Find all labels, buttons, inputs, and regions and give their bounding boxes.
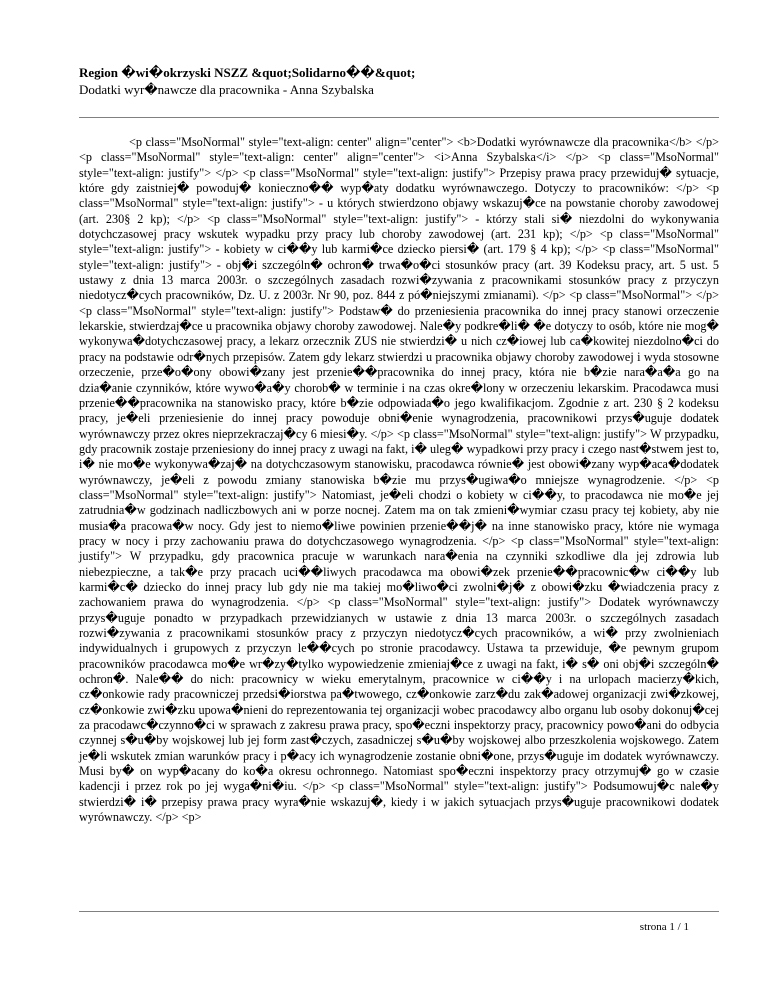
header-divider	[79, 117, 719, 118]
article-text: <p class="MsoNormal" style="text-align: center" align="center"> <b>Dodatki wyrównawcze dla pracownika</b> </p> <p class="MsoNormal" style="text-align: center" align="center"> <i>Anna Szybalska</i> </p> <p class="MsoNormal" style="text-align: justify"> </p> <p class="MsoNormal" style="text-align: justify"> Przepisy prawa pracy przewiduj� sytuacje, które gdy zaistniej� powoduj� konieczno�� wyp�aty dodatku wyrównawczego. Dotyczy to pracowników: </p> <p class="MsoNormal" style="text-align: justify"> - u których stwierdzono objawy wskazuj�ce na powstanie choroby zawodowej (art. 230§ 2 kp); </p> <p class="MsoNormal" style="text-align: justify"> - którzy stali si� niezdolni do wykonywania dotychczasowej pracy wskutek wypadku przy pracy lub choroby zawodowej (art. 231 kp); </p> <p class="MsoNormal" style="text-align: justify"> - kobiety w ci��y lub karmi�ce dziecko piersi� (art. 179 § 4 kp); </p> <p class="MsoNormal" style="text-align: justify"> - obj�i szczególn� ochron� trwa�o�ci stosunków pracy (art. 39 Kodeksu pracy, art. 5 ust. 5 ustawy z dnia 13 marca 2003r. o szczególnych zasadach rozwi�zywania z pracownikami stosunków pracy z przyczyn niedotycz�cych pracowników, Dz. U. z 2003r. Nr 90, poz. 844 z pó�niejszymi zmianami). </p> <p class="MsoNormal"> </p> <p class="MsoNormal" style="text-align: justify"> Podstaw� do przeniesienia pracownika do innej pracy stanowi orzeczenie lekarskie, stwierdzaj�ce u pracownika objawy choroby zawodowej. Nale�y podkre�li� �e dotyczy to osób, które nie mog� wykonywa�dotychczasowej pracy, a lekarz orzecznik ZUS nie stwierdzi� u nich cz�iowej lub ca�kowitej niezdolno�ci do pracy na podstawie odr�nych przepisów. Zatem gdy lekarz stwierdzi u pracownika objawy choroby zawodowej i wyda stosowne orzeczenie, prze�o�ony obowi�zany jest przenie��pracownika do innej pracy, która nie b�zie nara�a�a go na dzia�anie czynników, które wywo�a�y chorob� w terminie i na czas okre�lony w orzeczeniu lekarskim. Pracodawca musi przenie��pracownika na stanowisko pracy, które b�zie odpowiada�o jego kwalifikacjom. Zgodnie z art. 230 § 2 kodeksu pracy, je�eli przeniesienie do innej pracy powoduje obni�enie wynagrodzenia, pracownikowi przys�uguje dodatek wyrównawczy przez okres nieprzekraczaj�cy 6 miesi�y. </p> <p class="MsoNormal" style="text-align: justify"> W przypadku, gdy pracownik zostaje przeniesiony do innej pracy z uwagi na fakt, i� uleg� wypadkowi przy pracy i czego nast�stwem jest to, i� nie mo�e wykonywa�zaj� na dotychczasowym stanowisku, pracodawca równie� jest obowi�zany wyp�aca�dodatek wyrównawczy, je�eli z powodu zmiany stanowiska b�zie mu przys�ugiwa�o mniejsze wynagrodzenie. </p> <p class="MsoNormal" style="text-align: justify"> Natomiast, je�eli chodzi o kobiety w ci��y, to pracodawca nie mo�e jej zatrudnia�w godzinach nadliczbowych ani w porze nocnej. Zatem ma on tak zmieni�wymiar czasu pracy tej kobiety, aby nie musia�a pracowa�w nocy. Gdy jest to niemo�liwe powinien przenie��j� na inne stanowisko pracy, które nie wymaga pracy w nocy i przy zachowaniu prawa do dotychczasowego wynagrodzenia. </p> <p class="MsoNormal" style="text-align: justify"> W przypadku, gdy pracownica pracuje w warunkach nara�enia na czynniki szkodliwe dla jej zdrowia lub niebezpieczne, a tak�e przy pracach uci��liwych pracodawca ma obowi�zek przenie��pracownic�w ci��y lub karmi�c� dziecko do innej pracy lub gdy nie ma takiej mo�liwo�ci zwolni�j� z obowi�zku �wiadczenia pracy z zachowaniem prawa do wynagrodzenia. </p> <p class="MsoNormal" style="text-align: justify"> Dodatek wyrównawczy przys�uguje ponadto w przypadkach przewidzianych w ustawie z dnia 13 marca 2003r. o szczególnych zasadach rozwi�zywania z pracownikami stosunków pracy z przyczyn niedotycz�cych pracowników, a wi� przy zwolnieniach indywidualnych i grupowych z przyczyn le��cych po stronie pracodawcy. Ustawa ta przewiduje, �e pewnym grupom pracowników pracodawca mo�e wr�zy�tylko wypowiedzenie zmieniaj�ce z uwagi na fakt, i� s� oni obj�i szczególn� ochron�. Nale�� do nich: pracownicy w wieku emerytalnym, pracownice w ci��y i na urlopach macierzy�kich, cz�onkowie rady pracowniczej przedsi�iorstwa pa�twowego, cz�onkowie zarz�du zak�adowej organizacji zwi�zkowej, cz�onkowie zwi�zku upowa�nieni do reprezentowania tej organizacji wobec pracodawcy albo organu lub osoby dokonuj�cej za pracodawc�czynno�ci w sprawach z zakresu prawa pracy, spo�eczni inspektorzy pracy, pracownicy powo�ani do odbycia czynnej s�u�by wojskowej lub jej form zast�czych, zasadniczej s�u�by wojskowej albo przeszkolenia wojskowego. Zatem je�li wskutek zmian warunków pracy i p�acy ich wynagrodzenie zostanie obni�one, przys�uguje im dodatek wyrównawczy. Musi by� on wyp�acany do ko�a okresu ochronnego. Natomiast spo�eczni inspektorzy pracy otrzymuj� go w czasie kadencji i przez rok po jej wyga�ni�iu. </p> <p class="MsoNormal" style="text-align: justify"> Podsumowuj�c nale�y stwierdzi� i� przepisy prawa pracy wyra�nie wskazuj�, kiedy i w jakich sytuacjach przys�uguje pracownikowi dodatek wyrównawczy. </p> <p>	[79, 135, 719, 825]
footer-divider	[79, 911, 719, 912]
article-body	[79, 135, 719, 825]
document-header	[79, 64, 719, 98]
header-title: Region �wi�okrzyski NSZZ &quot;Solidarno��&quot;	[79, 65, 416, 80]
page-number: strona 1 / 1	[639, 921, 689, 933]
header-subtitle: Dodatki wyr�nawcze dla pracownika - Anna Szybalska	[79, 82, 374, 97]
